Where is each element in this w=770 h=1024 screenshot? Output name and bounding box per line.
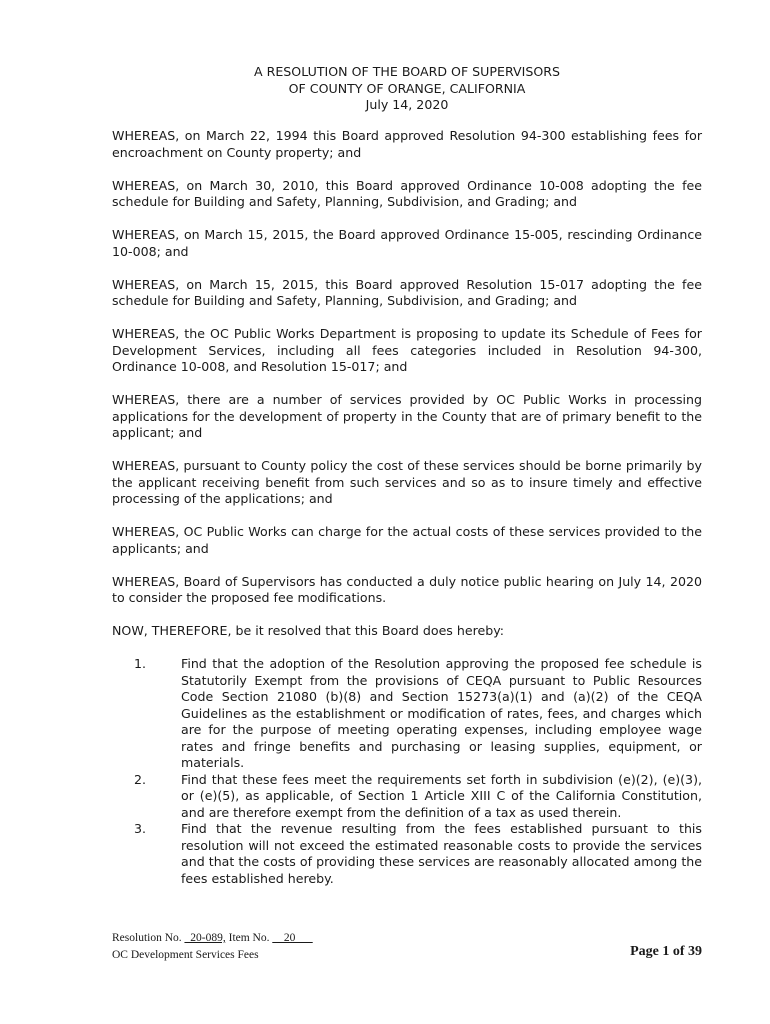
item-text: Find that the revenue resulting from the fees established pursuant to this resolution will not exceed the estimated reasonable costs to provide the services and that the costs of providing these services are reasonably allocated among the fees established hereby. — [181, 821, 702, 886]
whereas-paragraph-5: WHEREAS, the OC Public Works Department is proposing to update its Schedule of Fees for Development Services, including all fees categories included in Resolution 94-300, Ordinance 10-008, and Resolution 15-017; and — [112, 326, 702, 374]
page-number: Page 1 of 39 — [630, 944, 702, 959]
resolution-body — [112, 128, 702, 887]
whereas-paragraph-8: WHEREAS, OC Public Works can charge for the actual costs of these services provided to the applicants; and — [112, 524, 702, 556]
list-item — [112, 772, 702, 822]
whereas-paragraph-4: WHEREAS, on March 15, 2015, this Board approved Resolution 15-017 adopting the fee schedule for Building and Safety, Planning, Subdivision, and Grading; and — [112, 276, 702, 308]
whereas-paragraph-9: WHEREAS, Board of Supervisors has conducted a duly notice public hearing on July 14, 2020 to consider the proposed fee modifications. — [112, 573, 702, 605]
item-number: 3. — [134, 821, 147, 836]
resolution-label: Resolution No. — [112, 932, 182, 944]
footer-title: OC Development Services Fees — [112, 949, 259, 961]
whereas-paragraph-3: WHEREAS, on March 15, 2015, the Board approved Ordinance 15-005, rescinding Ordinance 10-008; and — [112, 227, 702, 259]
whereas-paragraph-6: WHEREAS, there are a number of services provided by OC Public Works in processing applications for the development of property in the County that are of primary benefit to the applicant; and — [112, 392, 702, 440]
item-number: 1. — [134, 656, 147, 671]
whereas-paragraph-7: WHEREAS, pursuant to County policy the cost of these services should be borne primarily by the applicant receiving benefit from such services and so as to insure timely and effective processing of the applications; and — [112, 458, 702, 506]
resolution-number: _20-089, — [184, 932, 226, 944]
item-number-value: __20___ — [272, 932, 313, 944]
header-line-1: A RESOLUTION OF THE BOARD OF SUPERVISORS — [253, 64, 560, 79]
header-date: July 14, 2020 — [365, 97, 449, 112]
resolution-header — [112, 64, 702, 114]
list-item — [112, 821, 702, 887]
whereas-paragraph-1: WHEREAS, on March 22, 1994 this Board approved Resolution 94-300 establishing fees for encroachment on County property; and — [112, 128, 702, 160]
item-label: Item No. — [228, 932, 270, 944]
item-text: Find that the adoption of the Resolution approving the proposed fee schedule is Statutorily Exempt from the provisions of CEQA pursuant to Public Resources Code Section 21080 (b)(8) and Section 15273(a)(1) and (a)(2) of the CEQA Guidelines as the establishment or modification of rates, fees, and charges which are for the purpose of meeting operating expenses, including employee wage rates and fringe benefits and purchasing or leasing supplies, equipment, or materials. — [181, 656, 702, 770]
item-number: 2. — [134, 771, 147, 787]
header-line-2: OF COUNTY OF ORANGE, CALIFORNIA — [288, 80, 526, 96]
resolution-items-list — [112, 656, 702, 887]
item-text: Find that these fees meet the requirements set forth in subdivision (e)(2), (e)(3), or (e)(5), as applicable, of Section 1 Article XIII C of the California Constitution, and are therefore exempt from the definition of a tax as used therein. — [181, 771, 702, 820]
whereas-paragraph-2: WHEREAS, on March 30, 2010, this Board approved Ordinance 10-008 adopting the fee schedule for Building and Safety, Planning, Subdivision, and Grading; and — [112, 177, 702, 209]
footer-info — [112, 930, 313, 964]
footer-resolution-line — [112, 930, 313, 947]
list-item — [112, 656, 702, 772]
now-therefore-paragraph: NOW, THEREFORE, be it resolved that this Board does hereby: — [112, 623, 505, 638]
